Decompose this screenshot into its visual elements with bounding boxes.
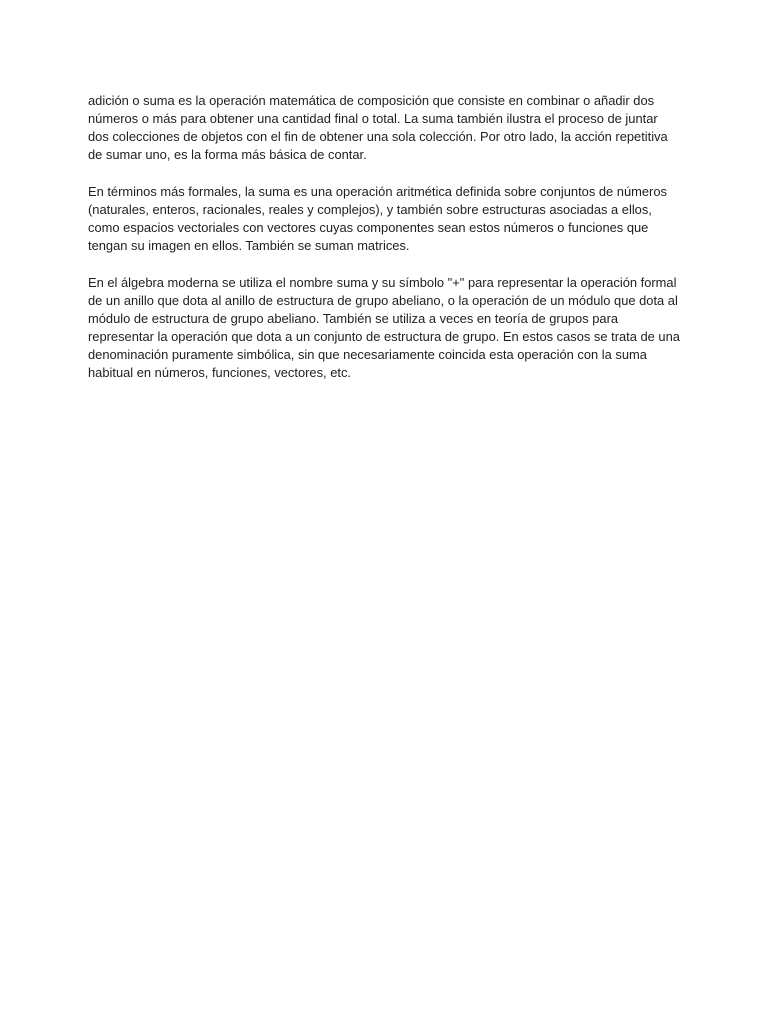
document-page (88, 92, 682, 401)
paragraph-modern-algebra: En el álgebra moderna se utiliza el nombre suma y su símbolo "+" para representar la operación formal de un anillo que dota al anillo de estructura de grupo abeliano, o la operación de un módulo que dota al módulo de estructura de grupo abeliano. También se utiliza a veces en teoría de grupos para representar la operación que dota a un conjunto de estructura de grupo. En estos casos se trata de una denominación puramente simbólica, sin que necesariamente coincida esta operación con la suma habitual en números, funciones, vectores, etc. (88, 274, 680, 381)
paragraph-definition: adición o suma es la operación matemática de composición que consiste en combinar o añadir dos números o más para obtener una cantidad final o total. La suma también ilustra el proceso de juntar dos colecciones de objetos con el fin de obtener una sola colección. Por otro lado, la acción repetitiva de sumar uno, es la forma más básica de contar. (88, 93, 668, 163)
paragraph-formal-terms: En términos más formales, la suma es una operación aritmética definida sobre conjuntos de números (naturales, enteros, racionales, reales y complejos), y también sobre estructuras asociadas a ellos, como espacios vectoriales con vectores cuyas componentes sean estos números o funciones que tengan su imagen en ellos. También se suman matrices. (88, 183, 667, 254)
